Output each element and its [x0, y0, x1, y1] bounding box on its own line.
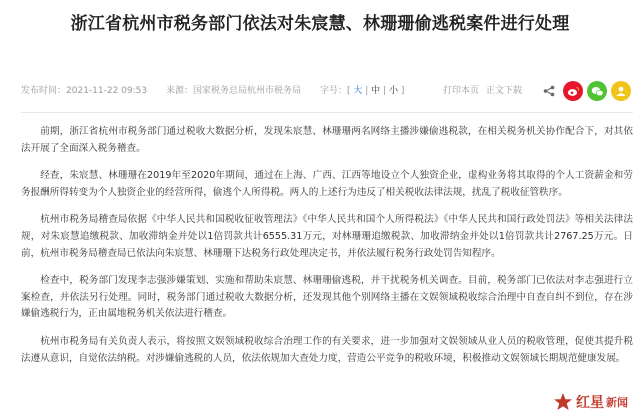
- font-size-large-button[interactable]: 大: [353, 86, 363, 96]
- font-size-control: 字号：[ 大 | 中 | 小 ]: [320, 86, 405, 96]
- article-paragraph: 前期，浙江省杭州市税务部门通过税收大数据分析，发现朱宸慧、林珊珊两名网络主播涉嫌偷逃税款，在相关税务机关协作配合下，对其依法开展了全面深入税务稽查。: [21, 126, 633, 154]
- print-page-link[interactable]: 打印本页: [443, 86, 480, 96]
- article-body: [21, 124, 633, 378]
- publish-time: 2021-11-22 09:53: [66, 86, 148, 96]
- source-group: [166, 78, 301, 104]
- watermark-text: 红星: [576, 395, 604, 411]
- source-link[interactable]: 国家税务总局杭州市税务局: [193, 86, 302, 96]
- red-star-icon: [553, 392, 573, 412]
- wechat-icon[interactable]: [587, 81, 607, 101]
- watermark-sub: 新闻: [606, 396, 628, 409]
- font-size-medium-button[interactable]: 中: [371, 86, 381, 96]
- article-paragraph: 检查中，税务部门发现李志强涉嫌策划、实施和帮助朱宸慧、林珊珊偷逃税，并干扰税务机关调查。目前，税务部门已依法对李志强进行立案检查，并依法另行处理。同时，税务部门通过税收大数据分析，还发现其他个别网络主播在文娱领域税收综合治理中自查自纠不到位，存在涉嫌偷逃税行为，正由属地税务机关依法进行稽查。: [21, 275, 633, 320]
- article-paragraph: 杭州市税务局有关负责人表示，将按照文娱领域税收综合治理工作的有关要求，进一步加强对文娱领域从业人员的税收管理，促使其提升税法遵从意识，自觉依法纳税。对涉嫌偷逃税的人员，依法依规加大查处力度，营造公平竞争的税收环境，积极推动文娱领域长期规范健康发展。: [21, 335, 633, 364]
- download-text-link[interactable]: 正文下载: [486, 86, 523, 96]
- article-paragraph: 杭州市税务局稽查局依据《中华人民共和国税收征收管理法》《中华人民共和国个人所得税法》《中华人民共和国行政处罚法》等相关法律法规，对朱宸慧追缴税款、加收滞纳金并处以1倍罚款共计6555.31万元，对林珊珊追缴税款、加收滞纳金并处以1倍罚款共计2767.25万元。日前，杭州市税务局稽查局已依法向朱宸慧、林珊珊下达税务行政处理决定书，并依法履行税务行政处罚告知程序。: [21, 214, 633, 259]
- source-label: 来源：: [166, 86, 194, 96]
- meta-divider: [21, 112, 633, 113]
- profile-icon[interactable]: [611, 81, 631, 101]
- article-meta-bar: [21, 78, 633, 104]
- article-paragraph: 经查，朱宸慧、林珊珊在2019年至2020年期间，通过在上海、广西、江西等地设立个人独资企业，虚构业务将其取得的个人工资薪金和劳务报酬所得转变为个人独资企业的经营所得，偷逃个人所得税。两人的上述行为违反了相关税收法律法规，扰乱了税收征管秩序。: [21, 170, 633, 198]
- article-title: 浙江省杭州市税务部门依法对朱宸慧、林珊珊偷逃税案件进行处理: [70, 14, 570, 34]
- font-size-label: 字号：: [320, 86, 348, 96]
- publish-time-group: [21, 78, 147, 104]
- share-icon[interactable]: [539, 81, 559, 101]
- font-size-small-button[interactable]: 小: [388, 86, 398, 96]
- publish-label: 发布时间：: [21, 86, 67, 96]
- watermark-logo: [553, 390, 628, 414]
- weibo-icon[interactable]: [563, 81, 583, 101]
